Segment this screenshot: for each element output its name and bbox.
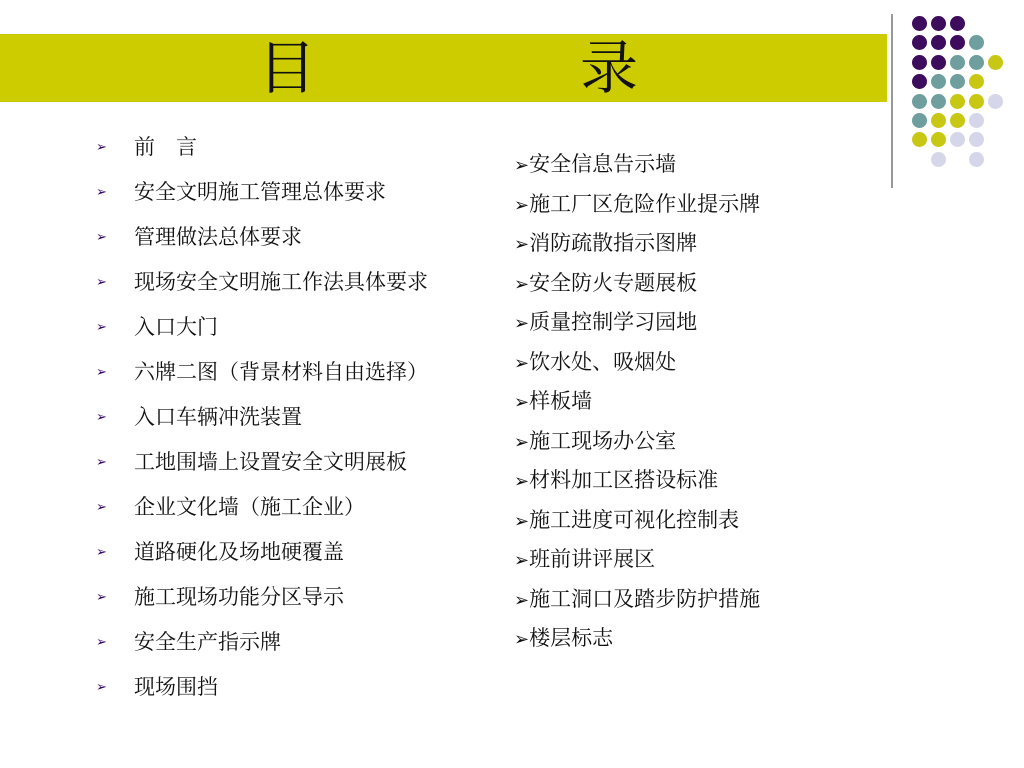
decorative-dot <box>912 94 927 109</box>
toc-right-item-label: 班前讲评展区 <box>529 547 656 571</box>
decorative-dot <box>950 94 965 109</box>
toc-left-item-label: 现场围挡 <box>134 675 218 699</box>
toc-right-item <box>514 422 760 462</box>
decorative-dot <box>912 74 927 89</box>
decorative-dot <box>988 94 1003 109</box>
toc-left-item-label: 施工现场功能分区导示 <box>134 585 344 609</box>
toc-right-item-label: 安全信息告示墙 <box>529 152 677 176</box>
decorative-dot <box>931 94 946 109</box>
toc-right-item <box>514 382 760 422</box>
decorative-dot <box>912 16 927 31</box>
arrow-bullet-icon: ➢ <box>96 140 107 155</box>
toc-left-item-label: 企业文化墙（施工企业） <box>134 495 365 519</box>
decorative-dot <box>950 113 965 128</box>
arrow-bullet-icon: ➢ <box>96 635 107 650</box>
toc-left-item-label: 六牌二图（背景材料自由选择） <box>134 360 428 384</box>
decorative-dot <box>969 74 984 89</box>
arrow-bullet-icon: ➢ <box>514 234 530 255</box>
toc-right-item-label: 施工洞口及踏步防护措施 <box>529 586 761 611</box>
decorative-dot <box>988 55 1003 70</box>
decorative-dot <box>931 55 946 70</box>
arrow-bullet-icon: ➢ <box>96 185 107 200</box>
decorative-dot <box>969 113 984 128</box>
toc-left-item-label: 现场安全文明施工作法具体要求 <box>134 270 428 294</box>
toc-right-item-label: 施工现场办公室 <box>529 428 677 453</box>
toc-right-item <box>514 185 760 225</box>
decorative-dot <box>931 152 946 167</box>
arrow-bullet-icon: ➢ <box>514 471 530 492</box>
toc-right-item-label: 材料加工区搭设标准 <box>529 468 719 492</box>
toc-left-item-label: 安全文明施工管理总体要求 <box>134 180 386 204</box>
decorative-dot <box>912 113 927 128</box>
toc-right-item <box>514 145 760 185</box>
toc-left-item-label: 入口大门 <box>134 315 218 339</box>
decorative-dot <box>912 132 927 147</box>
toc-right-item-label: 安全防火专题展板 <box>529 270 698 295</box>
toc-right-item <box>514 619 760 659</box>
decorative-dot <box>969 152 984 167</box>
toc-left-item-label: 入口车辆冲洗装置 <box>134 405 302 429</box>
decorative-dot <box>969 55 984 70</box>
decorative-dot <box>931 132 946 147</box>
arrow-bullet-icon: ➢ <box>514 589 530 611</box>
arrow-bullet-icon: ➢ <box>96 320 107 335</box>
toc-right-item <box>514 540 760 580</box>
arrow-bullet-icon: ➢ <box>96 275 107 290</box>
arrow-bullet-icon: ➢ <box>514 352 530 374</box>
toc-left-item-label: 前 言 <box>134 135 197 159</box>
title-bar <box>0 34 887 102</box>
decorative-dot <box>950 16 965 31</box>
decorative-dot <box>950 55 965 70</box>
arrow-bullet-icon: ➢ <box>514 273 530 295</box>
toc-right-item-label: 施工厂区危险作业提示牌 <box>529 191 761 216</box>
toc-right-item <box>514 303 760 343</box>
arrow-bullet-icon: ➢ <box>514 629 530 650</box>
decorative-divider <box>891 14 893 188</box>
decorative-dot <box>931 16 946 31</box>
toc-left-item-label: 工地围墙上设置安全文明展板 <box>134 450 407 474</box>
arrow-bullet-icon: ➢ <box>514 550 530 571</box>
arrow-bullet-icon: ➢ <box>96 230 107 245</box>
decorative-dot <box>950 35 965 50</box>
slide-title-left: 目 <box>258 34 317 102</box>
toc-right-item <box>514 580 760 620</box>
toc-left-item-label: 安全生产指示牌 <box>134 630 281 654</box>
toc-right-item-label: 消防疏散指示图牌 <box>529 231 698 255</box>
toc-right-column <box>514 145 760 659</box>
toc-right-item <box>514 264 760 304</box>
toc-left-item-label: 管理做法总体要求 <box>134 225 302 249</box>
decorative-dot <box>969 132 984 147</box>
arrow-bullet-icon: ➢ <box>514 194 530 216</box>
toc-right-item-label: 楼层标志 <box>529 626 614 650</box>
arrow-bullet-icon: ➢ <box>96 365 107 380</box>
decorative-dot <box>931 113 946 128</box>
toc-right-item <box>514 224 760 264</box>
toc-left-item-label: 道路硬化及场地硬覆盖 <box>134 540 344 564</box>
decorative-dot <box>912 35 927 50</box>
toc-right-item <box>514 461 760 501</box>
toc-right-item-label: 样板墙 <box>529 389 593 413</box>
toc-right-item-label: 饮水处、吸烟处 <box>529 349 677 374</box>
decorative-dot <box>912 55 927 70</box>
toc-right-item <box>514 343 760 383</box>
arrow-bullet-icon: ➢ <box>514 313 530 334</box>
decorative-dot <box>931 35 946 50</box>
arrow-bullet-icon: ➢ <box>96 680 107 695</box>
arrow-bullet-icon: ➢ <box>96 545 107 560</box>
toc-right-item-label: 质量控制学习园地 <box>529 310 698 334</box>
arrow-bullet-icon: ➢ <box>514 510 530 532</box>
decorative-dot <box>950 132 965 147</box>
arrow-bullet-icon: ➢ <box>514 155 530 176</box>
toc-right-item-label: 施工进度可视化控制表 <box>529 507 740 532</box>
decorative-dot <box>950 74 965 89</box>
slide-title-right: 录 <box>580 34 639 102</box>
arrow-bullet-icon: ➢ <box>96 410 107 425</box>
arrow-bullet-icon: ➢ <box>514 431 530 453</box>
arrow-bullet-icon: ➢ <box>514 392 530 413</box>
decorative-dot <box>969 94 984 109</box>
decorative-dot <box>931 74 946 89</box>
toc-right-item <box>514 501 760 541</box>
decorative-dot <box>969 35 984 50</box>
arrow-bullet-icon: ➢ <box>96 590 107 605</box>
arrow-bullet-icon: ➢ <box>96 500 107 515</box>
arrow-bullet-icon: ➢ <box>96 455 107 470</box>
